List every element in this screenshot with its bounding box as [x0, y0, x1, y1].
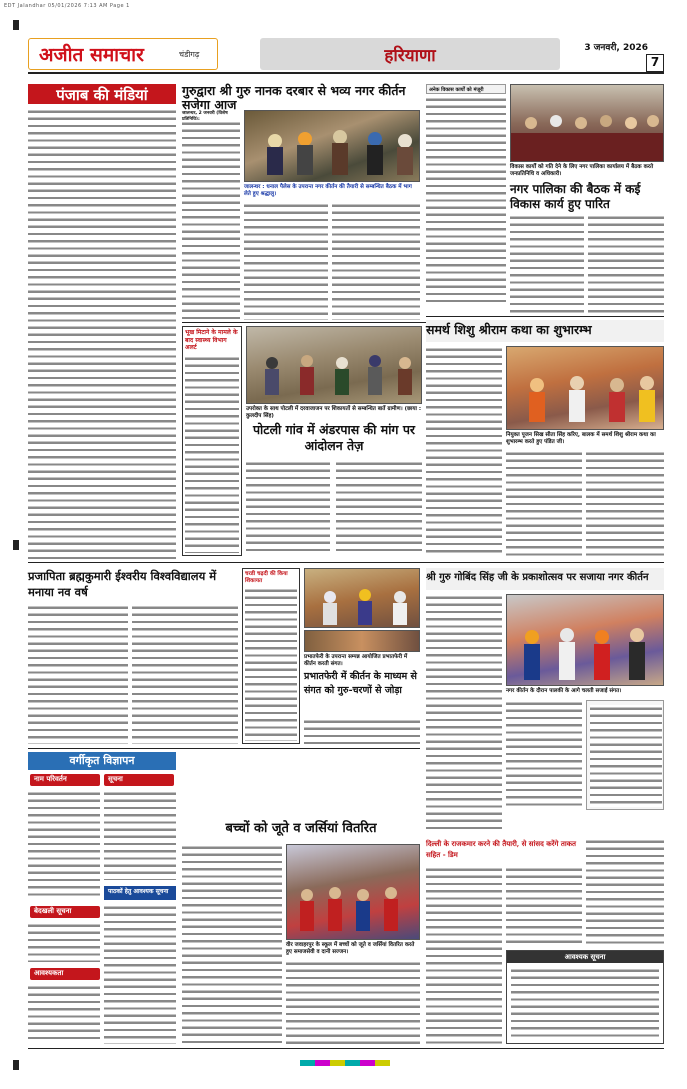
classified-col2b [104, 904, 176, 1044]
registration-mark [13, 1060, 19, 1070]
underpass-headline: पोटली गांव में अंडरपास की मांग पर आंदोलन तेज़ [252, 422, 416, 453]
registration-mark [13, 540, 19, 550]
council-kicker: अनेक विकास कार्यों को मंजूरी [426, 84, 506, 94]
delhi-text-col1 [426, 866, 502, 1044]
crowd-figures [245, 111, 420, 182]
divider [28, 562, 664, 563]
prabhat-text [304, 718, 420, 744]
prabhat-photo-2 [304, 630, 420, 652]
divider [28, 748, 420, 749]
delhi-text-col2 [506, 866, 582, 946]
public-notice-text [511, 967, 659, 1041]
paper-name: अजीत समाचार [39, 44, 144, 66]
nagar-kirtan-photo [506, 594, 664, 686]
nagar-kirtan-headline: श्री गुरु गोबिंद सिंह जी के प्रकाशोत्सव पर सजाया नगर कीर्तन [426, 568, 664, 590]
council-text-col1 [510, 214, 584, 314]
brahmakumari-text-col1 [28, 604, 128, 744]
issue-date: 3 जनवरी, 2026 [584, 43, 648, 53]
divider [182, 322, 426, 323]
brahmakumari-headline: प्रजापिता ब्रह्मकुमारी ईश्वरीय विश्वविद्यालय में मनाया नव वर्ष [28, 569, 217, 599]
tag-name-change: नाम परिवर्तन [30, 774, 100, 786]
main-photo [244, 110, 420, 182]
underpass-text-col1 [246, 460, 330, 556]
main-text-col1 [182, 120, 240, 320]
tag-bequest: बेदखली सूचना [30, 906, 100, 918]
mandiyan-title: पंजाब की मंडियां [28, 84, 176, 104]
main-dateline: जालन्धर, 2 जनवरी (विशेष [182, 111, 228, 116]
section-title: हरियाणा [260, 38, 560, 70]
health-box-title: भूख मिटाने के मामले के बाद स्वास्थ्य विभाग अलर्ट [185, 329, 238, 351]
complaint-box-text [245, 587, 297, 741]
divider [28, 1048, 664, 1049]
shoes-text-col1 [182, 844, 282, 1044]
main-text-col3 [332, 202, 420, 320]
main-photo-caption: जालन्धर : धनाल पैलेस के उपरान्त नगर कीर्तन की तैयारी से सम्बन्धित बैठक में भाग लेते हुए श्रद्धालु। [244, 184, 412, 197]
main-headline: गुरुद्वारा श्री गुरु नानक दरबार से भव्य नगर कीर्तन सजेगा आज [182, 83, 406, 112]
shoes-photo-caption: वीर जवाहरपुर के स्कूल में बच्चों को जूते व जर्सियां वितरित करते हुए समाजसेवी व दानी सज्जन। [286, 942, 415, 955]
council-photo-caption: विकास कार्यों को गति देने के लिए नगर पालिका कार्यालय में बैठक करते जनप्रतिनिधि व अधिकारी। [510, 164, 654, 177]
complaint-box [242, 568, 300, 744]
shoes-text-col2 [286, 960, 420, 1044]
classified-col1 [28, 790, 100, 900]
divider [426, 316, 664, 317]
shoes-headline: बच्चों को जूते व जर्सियां वितरित [225, 821, 377, 836]
paper-logo [28, 38, 218, 70]
classifieds-title: वर्गीकृत विज्ञापन [28, 752, 176, 770]
nagar-kirtan-text-col2 [506, 700, 582, 810]
health-box-text [185, 355, 239, 553]
council-headline: नगर पालिका की बैठक में कई विकास कार्य हुए पारित [510, 182, 641, 211]
shoes-photo [286, 844, 420, 940]
tag-notice: सूचना [104, 774, 174, 786]
main-text-col2 [244, 202, 328, 320]
nagar-kirtan-photo-caption: नगर कीर्तन के दौरान पालकी के आगे चलती सजाई संगत। [506, 688, 622, 694]
katha-photo-caption: नियुक्त पूजन सिख सीता सिंह करिए, बालक में समर्थ शिशु श्रीराम कथा का शुभारम्भ करते हुए पंडित जी। [506, 432, 656, 445]
prabhat-photo-1 [304, 568, 420, 628]
tag-needed: आवश्यकता [30, 968, 100, 980]
katha-figures [507, 347, 664, 430]
mandi-rates-text [28, 108, 176, 563]
complaint-box-title: चरडी चढ़दी की किया शिकायत [245, 571, 288, 584]
edition-city: चंडीगढ़ [179, 50, 200, 59]
brahmakumari-text-col2 [132, 604, 238, 744]
prabhat-headline: प्रभातफेरी में कीर्तन के माध्यम से संगत को गुरु-चरणों से जोड़ा [304, 671, 417, 696]
health-box [182, 326, 242, 556]
underpass-photo [246, 326, 422, 404]
classified-col2 [104, 790, 176, 880]
masthead [28, 38, 664, 74]
delhi-headline: दिल्ली के राजकमार करने की तैयारी, से सांसद करेंगे ताकत सहित - डिम [426, 839, 577, 859]
classified-col1b [28, 922, 100, 962]
tag-public: पाठकों हेतु आवश्यक सूचना [104, 886, 176, 900]
children-figures [287, 845, 420, 940]
print-slug: EDT Jalandhar 05/01/2026 7:13 AM Page 1 [4, 3, 130, 9]
protest-figures [247, 327, 422, 404]
katha-text-col3 [586, 450, 664, 556]
public-notice-box [506, 950, 664, 1044]
underpass-text-col2 [336, 460, 422, 556]
delhi-text-col3 [586, 838, 664, 946]
public-notice-title: आवश्यक सूचना [507, 951, 663, 963]
kirtan-figures [305, 569, 420, 628]
katha-headline: समर्थ शिशु श्रीराम कथा का शुभारम्भ [426, 320, 664, 342]
page-number: 7 [646, 54, 664, 72]
procession-figures [507, 595, 664, 686]
nagar-kirtan-text-col1 [426, 594, 502, 834]
prabhat-photo-caption: प्रभातफेरी के उपरान्त सम्पन्न आयोजित प्रभातफेरी में कीर्तन करती संगत। [304, 654, 408, 667]
small-ad [586, 700, 664, 810]
katha-text-col1 [426, 346, 502, 556]
small-ad-text [590, 705, 662, 807]
council-text-left [426, 96, 506, 302]
council-text-col2 [588, 214, 664, 314]
classified-col1c [28, 984, 100, 1044]
katha-photo [506, 346, 664, 430]
council-photo [510, 84, 664, 162]
registration-mark [13, 20, 19, 30]
underpass-photo-caption: उपरोक्त के साथ पोटली में दरवाजाजन पर शिकायतों से सम्बन्धित बातें ग्रामीण। (छाया : कुलदीप सिंह) [246, 406, 422, 419]
meeting-figures [511, 85, 664, 162]
color-bar [300, 1060, 390, 1066]
katha-text-col2 [506, 450, 582, 556]
